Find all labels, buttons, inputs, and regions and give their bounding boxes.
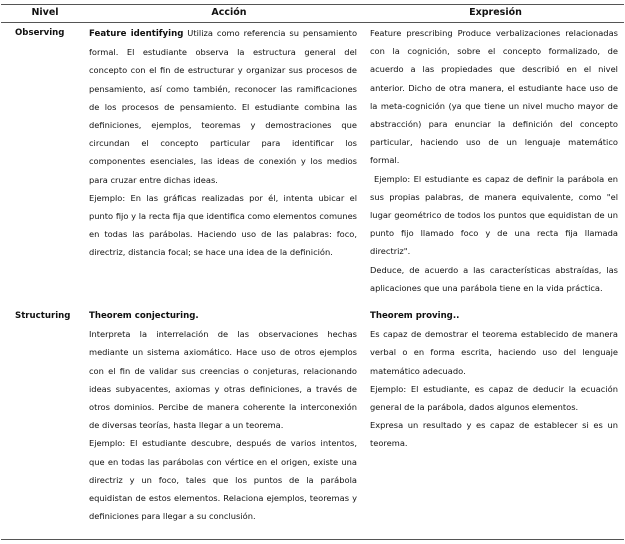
row-observing-accion bbox=[89, 24, 357, 262]
table-header-row bbox=[1, 5, 624, 23]
observing-expresion-text: Feature prescribing Produce verbalizaciones relacionadas con la cognición, sobre el concepto formalizado, de acuerdo a las propiedades que describió en el nivel anterior. Dicho de otra manera, el estudiante hace uso de la meta-cognición (ya que tiene un nivel mucho mayor de abstracción) para enunciar la definición del concepto particular, haciendo uso de un lenguaje matemático formal. bbox=[370, 28, 618, 166]
row-structuring-accion bbox=[89, 307, 357, 525]
observing-expresion-example: Ejemplo: El estudiante es capaz de definir la parábola en sus propias palabras, de manera equivalente, como "el lugar geométrico de todos los puntos que equidistan de un punto fijo llamado foco y de una recta fija llamada directriz". bbox=[370, 173, 618, 257]
observing-expresion-extra: Deduce, de acuerdo a las características abstraídas, las aplicaciones que una parábola tiene en la vida práctica. bbox=[370, 264, 618, 293]
structuring-accion-example: Ejemplo: El estudiante descubre, después de varios intentos, que en todas las parábolas con vértice en el origen, existe una directriz y un foco, tales que los puntos de la parábola equidistan de estos elementos. Relaciona ejemplos, teoremas y definiciones para llegar a su conclusión. bbox=[89, 438, 357, 522]
table-bottom-rule bbox=[1, 539, 624, 540]
structuring-expresion-title: Theorem proving.. bbox=[370, 311, 460, 321]
header-expresion: Expresión bbox=[469, 7, 522, 18]
levels-table bbox=[1, 1, 624, 542]
observing-accion-title: Feature identifying bbox=[89, 29, 184, 39]
structuring-accion-title: Theorem conjecturing. bbox=[89, 311, 199, 321]
observing-accion-example: Ejemplo: En las gráficas realizadas por él, intenta ubicar el punto fijo y la recta fija que identifica como elementos comunes en todas las parábolas. Haciendo uso de las palabras: foco, directriz, distancia focal; se hace una idea de la definición. bbox=[89, 192, 357, 258]
row-observing-nivel: Observing bbox=[15, 28, 65, 38]
observing-accion-paragraph bbox=[89, 24, 357, 189]
row-structuring-nivel: Structuring bbox=[15, 311, 71, 321]
structuring-expresion-extra: Expresa un resultado y es capaz de establecer si es un teorema. bbox=[370, 420, 618, 449]
structuring-expresion-example: Ejemplo: El estudiante, es capaz de deducir la ecuación general de la parábola, dados algunos elementos. bbox=[370, 383, 618, 413]
observing-accion-text: Utiliza como referencia su pensamiento formal. El estudiante observa la estructura general del concepto con el fin de estructurar y organizar sus procesos de pensamiento, así como también, reconocer las ramificaciones de los procesos de pensamiento. El estudiante combina las definiciones, ejemplos, teoremas y demostraciones que circundan el concepto particular para identificar los componentes esenciales, las ideas de conexión y los medios para cruzar entre dichas ideas. bbox=[89, 28, 358, 185]
row-observing-expresion bbox=[370, 24, 618, 297]
header-bottom-rule bbox=[1, 22, 624, 23]
structuring-accion-text: Interpreta la interrelación de las observaciones hechas mediante un sistema axiomático. Hace uso de otros ejemplos con el fin de validar sus creencias o conjeturas, relacionando ideas subyacentes, axiomas y otras definiciones, a través de otros dominios. Percibe de manera coherente la interconexión de diversas teorías, hasta llegar a un teorema. bbox=[89, 329, 357, 431]
header-accion: Acción bbox=[211, 7, 247, 18]
row-structuring-expresion bbox=[370, 307, 618, 453]
header-nivel: Nivel bbox=[31, 7, 59, 18]
structuring-expresion-text: Es capaz de demostrar el teorema establecido de manera verbal o en forma escrita, haciendo uso del lenguaje matemático adecuado. bbox=[370, 329, 618, 376]
